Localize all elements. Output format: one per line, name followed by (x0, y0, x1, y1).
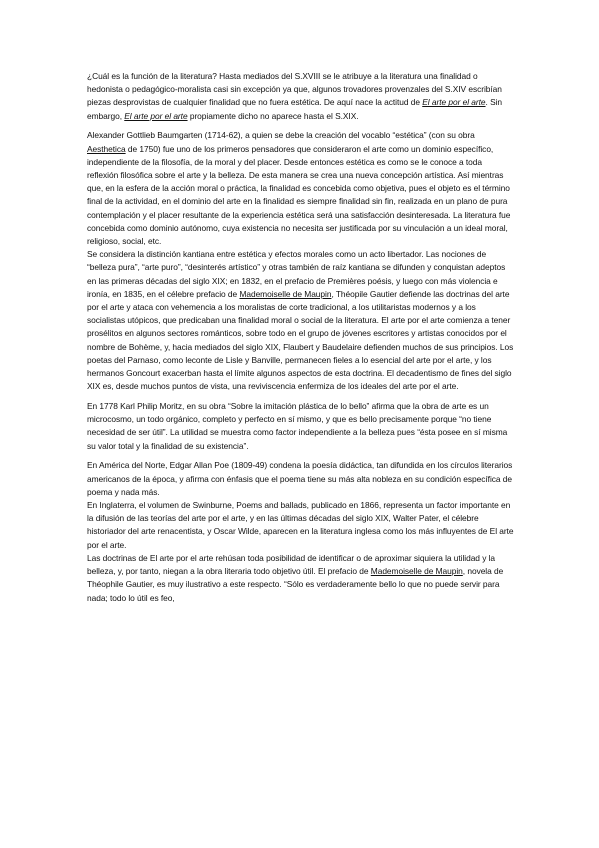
underlined-title: Aesthetica (87, 143, 126, 154)
text-run: , Théopile Gautier defiende las doctrinas del arte por el arte y ataca con vehemencia a los moralistas de corte tradicional, a los utilitaristas modernos y a los socialistas utópicos, que predicaban una finalidad moral o social de la literatura. El arte por el arte comienza a tener prosélitos en algunos sectores románticos, sobre todo en el grupo de jóvenes escritores y artistas conocidos por el nombre de Bohème, y, hacia mediados del siglo XIX, Flaubert y Baudelaire defienden muchos de sus principios. Los poetas del Parnaso, como leconte de Lisle y Banville, permanecen fieles a lo esencial del arte por el arte, y los hermanos Goncourt exacerban hasta el límite algunos aspectos de esta doctrina. El decadentismo de fines del siglo XIX es, desde muchos puntos de vista, una reviviscencia enfermiza de los ideales del arte por el arte. (87, 288, 514, 392)
paragraph (87, 499, 515, 552)
paragraph (87, 248, 515, 393)
text-run: Las doctrinas de El arte por el arte rehúsan toda posibilidad de identificar o de aproximar siquiera la utilidad y la belleza, y, por tanto, niegan a la obra literaria todo objetivo útil. El prefacio de (87, 552, 496, 577)
paragraph (87, 459, 515, 499)
paragraph (87, 552, 515, 605)
text-run: En América del Norte, Edgar Allan Poe (1809-49) condena la poesía didáctica, tan difundida en los círculos literarios americanos de la época, y afirma con énfasis que el poema tiene su más alta nobleza en su condición específica de poema y nada más. (87, 460, 513, 497)
text-run: , novela de Théophile Gautier, es muy ilustrativo a este respecto. “Sólo es verdaderamente bello lo que no puede servir para nada; todo lo útil es feo, (87, 566, 504, 603)
text-run: Alexander Gottlieb Baumgarten (1714-62), a quien se debe la creación del vocablo “estética” (con su obra (87, 130, 475, 141)
document-body (87, 70, 515, 605)
underlined-title: Mademoiselle de Maupin (370, 566, 463, 577)
paragraph (87, 129, 515, 248)
underlined-title: Mademoiselle de Maupin (239, 288, 332, 299)
text-run: En Inglaterra, el volumen de Swinburne, Poems and ballads, publicado en 1866, representa un factor importante en la difusión de las teorías del arte por el arte, y en las últimas décadas del siglo XIX, Walter Pater, el célebre historiador del arte renacentista, y Oscar Wilde, aparecen en la literatura inglesa como los más influyentes de El arte por el arte. (87, 500, 514, 550)
underlined-title: El arte por el arte (422, 97, 486, 108)
underlined-title: El arte por el arte (124, 110, 188, 121)
text-run: En 1778 Karl Philip Moritz, en su obra “Sobre la imitación plástica de lo bello” afirma que la obra de arte es un microcosmo, un todo orgánico, completo y perfecto en sí mismo, y que es bello precisamente porque “no tiene necesidad de ser útil”. La utilidad se muestra como factor independiente a la belleza pues “ésta posee en sí misma su valor total y la finalidad de su existencia”. (87, 401, 508, 451)
text-run: de 1750) fue uno de los primeros pensadores que consideraron el arte como un dominio específico, independiente de la filosofía, de la moral y del placer. Desde entonces estética es como se le conoce a toda reflexión filosófica sobre el arte y la belleza. De esta manera se crea una nueva concepción artística. Así mientras que, en la esfera de la acción moral o práctica, la finalidad es concebida como objetiva, pues el objeto es el término final de la actividad, en el dominio del arte en la finalidad es siempre finalidad sin fin, realizada en un plano de pura contemplación y el placer resultante de la experiencia estética será una satisfacción desinteresada. La literatura fue concebida como dominio autónomo, cuya existencia no necesita ser justificada por su vinculación a un ideal moral, religioso, social, etc. (87, 143, 511, 247)
paragraph (87, 70, 515, 123)
text-run: ¿Cuál es la función de la literatura? Hasta mediados del S.XVIII se le atribuye a la literatura una finalidad o hedonista o pedagógico-moralista casi sin excepción ya que, algunos trovadores provenzales del S.XIV escribían piezas desprovistas de cualquier finalidad que no fuera estética. De aquí nace la actitud de (87, 71, 502, 108)
text-run: propiamente dicho no aparece hasta el S.XIX. (187, 110, 359, 121)
paragraph (87, 400, 515, 453)
text-run: . Sin embargo, (87, 97, 503, 121)
text-run: Se considera la distinción kantiana entre estética y efectos morales como un acto libertador. Las nociones de “belleza pura”, “arte puro”, “desinterés artístico” y otras también de raíz kantiana se difunden y conquistan adeptos en las primeras décadas del siglo XIX; en 1832, en el prefacio de Premières poésis, y luego con más violencia e ironía, en 1835, en el célebre prefacio de (87, 249, 506, 299)
